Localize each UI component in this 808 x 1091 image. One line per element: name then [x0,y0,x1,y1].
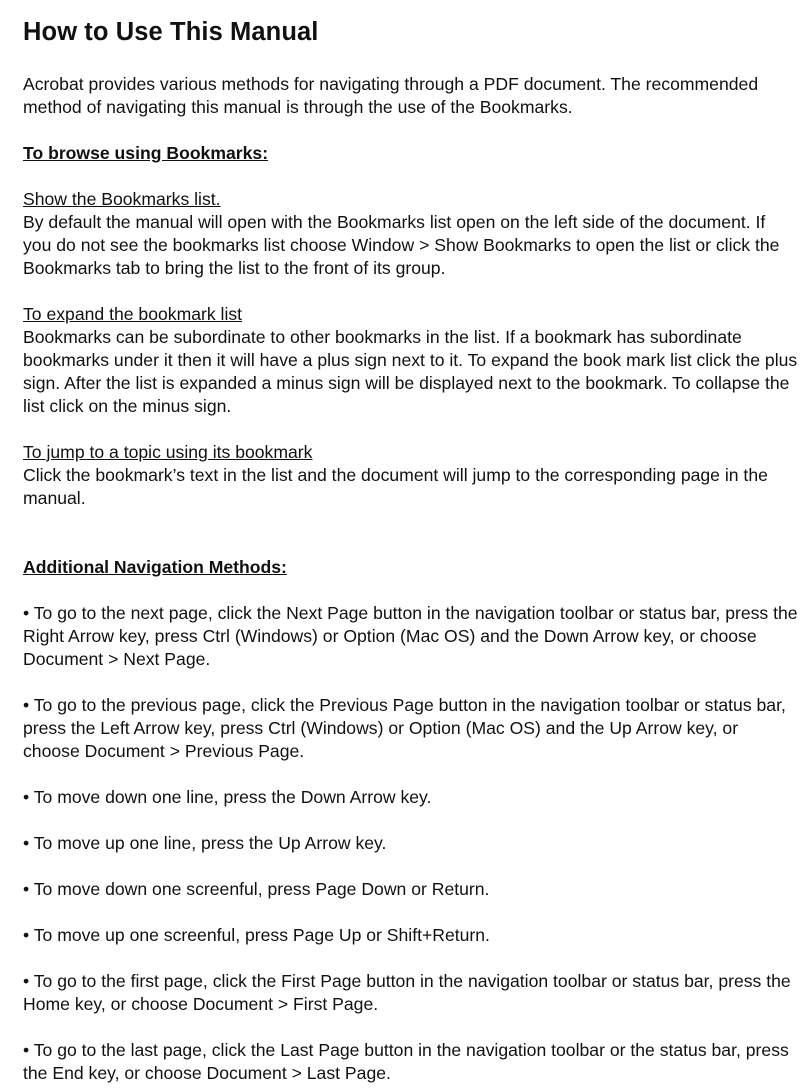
jump-topic-body: Click the bookmark’s text in the list and the document will jump to the corresponding page in the manual. [23,465,768,508]
nav-item-previous-page: • To go to the previous page, click the Previous Page button in the navigation toolbar or status bar, press the Left Arrow key, press Ctrl (Windows) or Option (Mac OS) and the Up Arrow key, or choose Document > Previous Page. [23,695,786,761]
show-bookmarks-heading: Show the Bookmarks list. [23,189,221,209]
nav-item-up-screenful: • To move up one screenful, press Page Up or Shift+Return. [23,925,490,945]
page-title: How to Use This Manual [23,18,319,46]
nav-item-down-screenful: • To move down one screenful, press Page Down or Return. [23,879,490,899]
intro-paragraph: Acrobat provides various methods for navigating through a PDF document. The recommended method of navigating this manual is through the use of the Bookmarks. [23,74,759,117]
navigation-section-heading: Additional Navigation Methods: [23,557,287,577]
document-page [23,14,798,1085]
browse-section-heading: To browse using Bookmarks: [23,143,269,163]
show-bookmarks-body: By default the manual will open with the Bookmarks list open on the left side of the document. If you do not see the bookmarks list choose Window > Show Bookmarks to open the list or click the Bookmarks tab to bring the list to the front of its group. [23,212,780,278]
nav-item-last-page: • To go to the last page, click the Last Page button in the navigation toolbar or the status bar, press the End key, or choose Document > Last Page. [23,1040,789,1083]
expand-bookmarks-heading: To expand the bookmark list [23,304,243,324]
nav-item-down-line: • To move down one line, press the Down Arrow key. [23,787,432,807]
nav-item-first-page: • To go to the first page, click the First Page button in the navigation toolbar or status bar, press the Home key, or choose Document > First Page. [23,971,791,1014]
jump-topic-heading: To jump to a topic using its bookmark [23,442,313,462]
nav-item-up-line: • To move up one line, press the Up Arrow key. [23,833,387,853]
nav-item-next-page: • To go to the next page, click the Next Page button in the navigation toolbar or status bar, press the Right Arrow key, press Ctrl (Windows) or Option (Mac OS) and the Down Arrow key, or choose Document > Next Page. [23,603,798,669]
expand-bookmarks-body: Bookmarks can be subordinate to other bookmarks in the list. If a bookmark has subordinate bookmarks under it then it will have a plus sign next to it. To expand the book mark list click the plus sign. After the list is expanded a minus sign will be displayed next to the bookmark. To collapse the list click on the minus sign. [23,327,798,416]
